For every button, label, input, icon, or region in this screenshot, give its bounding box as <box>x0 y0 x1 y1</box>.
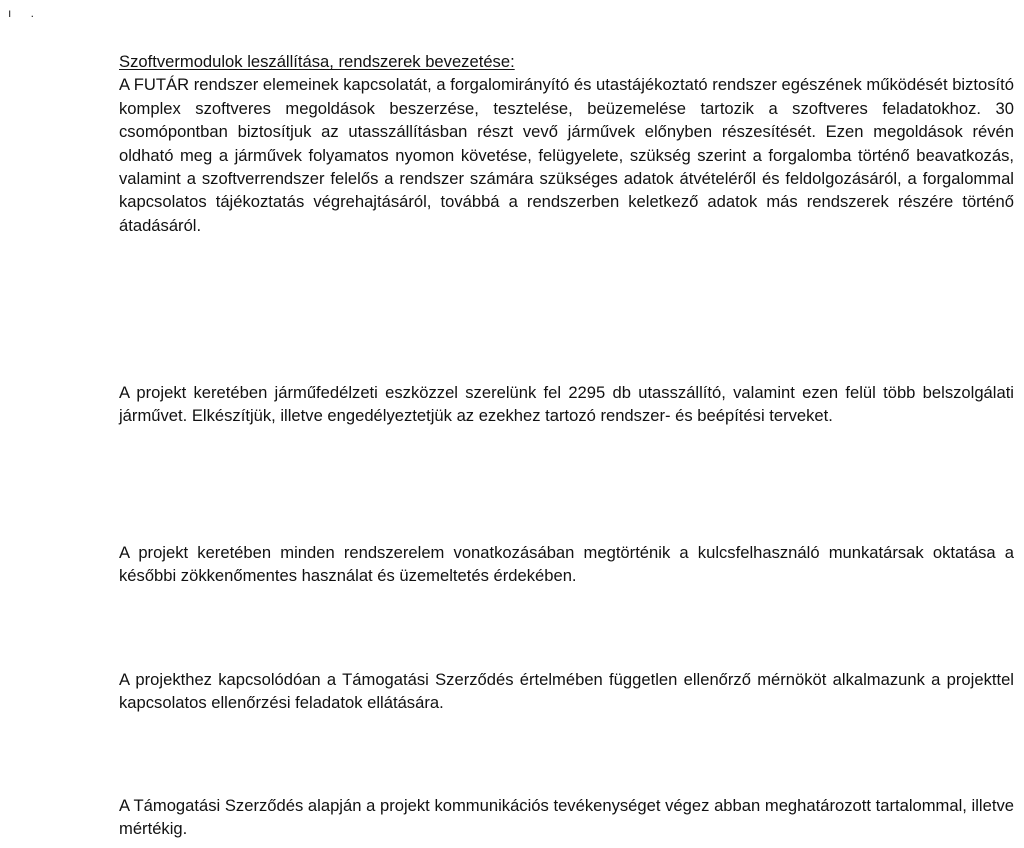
section-independent-engineer <box>119 668 1014 715</box>
section-heading: Szoftvermodulok leszállítása, rendszerek bevezetése: <box>119 52 515 71</box>
section-paragraph: A projekt keretében minden rendszerelem vonatkozásában megtörténik a kulcsfelhasználó munkatársak oktatása a későbbi zökkenőmentes használat és üzemeltetés érdekében. <box>119 543 1014 586</box>
section-paragraph: A Támogatási Szerződés alapján a projekt kommunikációs tevékenységet végez abban meghatározott tartalommal, illetve mértékig. <box>119 796 1014 839</box>
scan-artifact-marks: ı . <box>8 6 43 20</box>
section-paragraph: A projekthez kapcsolódóan a Támogatási Szerződés értelmében független ellenőrző mérnököt alkalmazunk a projekttel kapcsolatos ellenőrzési feladatok ellátására. <box>119 670 1014 713</box>
section-paragraph: A projekt keretében járműfedélzeti eszközzel szerelünk fel 2295 db utasszállító, valamint ezen felül több belszolgálati járművet. Elkészítjük, illetve engedélyeztetjük az ezekhez tartozó rendszer- és beépítési terveket. <box>119 383 1014 426</box>
section-communication <box>119 794 1014 841</box>
section-onboard-equipment <box>119 381 1014 428</box>
section-paragraph: A FUTÁR rendszer elemeinek kapcsolatát, a forgalomirányító és utastájékoztató rendszer egészének működését biztosító komplex szoftveres megoldások beszerzése, tesztelése, beüzemelése tartozik a szoftveres feladatokhoz. 30 csomópontban biztosítjuk az utasszállításban részt vevő járművek előnyben részesítését. Ezen megoldások révén oldható meg a járművek folyamatos nyomon követése, felügyelete, szükség szerint a forgalomba történő beavatkozás, valamint a szoftverrendszer felelős a rendszer számára szükséges adatok átvételéről és feldolgozásáról, a forgalommal kapcsolatos tájékoztatás végrehajtásáról, továbbá a rendszerben keletkező adatok más rendszerek részére történő átadásáról. <box>119 75 1014 235</box>
section-training <box>119 541 1014 588</box>
section-software-modules <box>119 50 1014 237</box>
